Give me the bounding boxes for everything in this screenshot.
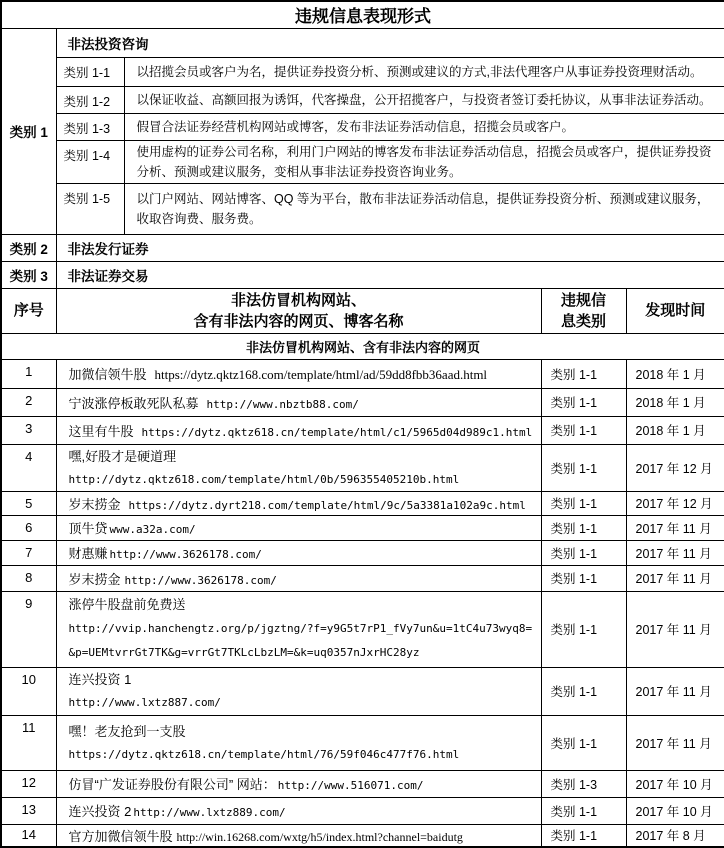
table-row <box>1 565 724 591</box>
row-number: 6 <box>1 515 56 540</box>
table-row <box>1 540 724 565</box>
table-row <box>1 591 724 667</box>
row-number: 14 <box>1 824 56 847</box>
found-date: 2018 年 1 月 <box>626 359 724 388</box>
category-description: 使用虚构的证券公司名称，利用门户网站的博客发布非法证券活动信息，招揽会员或客户，提供证券投资分析、预测或建议服务，变相从事非法证券投资咨询业务。 <box>124 140 724 183</box>
row-number: 12 <box>1 770 56 797</box>
header-no: 序号 <box>1 288 56 333</box>
violation-category: 类别 1-1 <box>541 491 626 515</box>
header-category-line1: 违规信 <box>560 291 606 309</box>
site-cell <box>56 797 541 824</box>
violation-category: 类别 1-1 <box>541 416 626 444</box>
site-name: 仿冒“广发证券股份有限公司” 网站： <box>68 777 276 792</box>
site-url: http://www.lxtz887.com/ <box>68 696 221 709</box>
header-site-name-line2: 含有非法内容的网页、博客名称 <box>193 312 404 330</box>
category-code: 类别 1-5 <box>56 183 124 234</box>
header-site-name <box>56 288 541 333</box>
category-code: 类别 1-2 <box>56 86 124 113</box>
row-number: 13 <box>1 797 56 824</box>
site-name: 嘿,好股才是硬道理 <box>68 448 177 464</box>
site-url: https://dytz.qktz618.cn/template/html/76/59f046c477f76.html <box>68 747 460 761</box>
table-row <box>1 388 724 416</box>
site-url: http://www.3626178.com/ <box>124 573 277 587</box>
category3-label: 类别 3 <box>1 261 56 288</box>
site-name: 加微信领牛股 <box>68 367 147 382</box>
site-url: https://dytz.qktz618.cn/template/html/c1/5965d04d989c1.html <box>141 425 533 439</box>
site-url: www.a32a.com/ <box>109 523 196 536</box>
row-number: 7 <box>1 540 56 565</box>
header-found-date: 发现时间 <box>626 288 724 333</box>
site-url: https://dytz.qktz168.com/template/html/ad/59dd8fbb36aad.html <box>154 367 488 382</box>
row-number: 3 <box>1 416 56 444</box>
section-title: 非法仿冒机构网站、含有非法内容的网页 <box>1 333 724 359</box>
site-cell <box>56 824 541 847</box>
site-url: http://www.lxtz889.com/ <box>133 806 286 819</box>
row-number: 9 <box>1 591 56 667</box>
category-description: 以招揽会员或客户为名，提供证券投资分析、预测或建议的方式,非法代理客户从事证券投资理财活动。 <box>124 57 724 86</box>
row-number: 5 <box>1 491 56 515</box>
header-category <box>541 288 626 333</box>
site-name: 岁末捞金 <box>68 496 121 512</box>
row-number: 2 <box>1 388 56 416</box>
site-name: 连兴投资 2 <box>68 804 132 819</box>
violation-category: 类别 1-1 <box>541 540 626 565</box>
site-name: 岁末捞金 <box>68 571 121 587</box>
category1-item-row <box>1 140 724 183</box>
site-url: http://www.nbztb88.com/ <box>206 397 359 411</box>
site-name: 涨停牛股盘前免费送 <box>68 597 186 612</box>
site-cell <box>56 667 541 715</box>
site-cell <box>56 770 541 797</box>
page-title: 违规信息表现形式 <box>1 1 724 28</box>
category-description: 以门户网站、网站博客、QQ 等为平台，散布非法证券活动信息，提供证券投资分析、预测或建议服务，收取咨询费、服务费。 <box>124 183 724 234</box>
site-url: http://www.516071.com/ <box>277 779 424 792</box>
table-row <box>1 824 724 847</box>
site-name: 财惠赚 <box>68 546 108 561</box>
violation-category: 类别 1-1 <box>541 591 626 667</box>
row-number: 1 <box>1 359 56 388</box>
site-cell <box>56 359 541 388</box>
site-cell <box>56 491 541 515</box>
site-url: http://dytz.qktz618.com/template/html/0b/596355405210b.html <box>68 472 460 486</box>
category2-title: 非法发行证券 <box>56 234 724 261</box>
violation-category: 类别 1-1 <box>541 565 626 591</box>
site-cell <box>56 540 541 565</box>
table-row <box>1 770 724 797</box>
category-code: 类别 1-3 <box>56 113 124 140</box>
site-cell <box>56 388 541 416</box>
row-number: 10 <box>1 667 56 715</box>
found-date: 2017 年 11 月 <box>626 515 724 540</box>
table-row <box>1 416 724 444</box>
category3-row <box>1 261 724 288</box>
site-cell <box>56 715 541 770</box>
violation-category: 类别 1-1 <box>541 824 626 847</box>
category1-title: 非法投资咨询 <box>56 28 724 57</box>
title-row <box>1 1 724 28</box>
site-url: https://dytz.dyrt218.com/template/html/9c/5a3381a102a9c.html <box>128 498 526 512</box>
site-url: http://vvip.hanchengtz.org/p/jgztng/?f=y9G5t7rP1_fVy7un&u=1tC4u73wyq8=&p=UEMtvrrGt7TK&g=vrrGt7TKLcLbzLM=&k=uq0357nJxrHC28yz <box>68 622 533 659</box>
category-code: 类别 1-1 <box>56 57 124 86</box>
category1-label: 类别 1 <box>1 28 56 234</box>
found-date: 2017 年 8 月 <box>626 824 724 847</box>
row-number: 8 <box>1 565 56 591</box>
found-date: 2017 年 11 月 <box>626 565 724 591</box>
site-url: http://www.3626178.com/ <box>109 548 262 561</box>
violation-category: 类别 1-1 <box>541 388 626 416</box>
found-date: 2017 年 11 月 <box>626 715 724 770</box>
site-name: 官方加微信领牛股 <box>68 828 173 844</box>
category-description: 以保证收益、高额回报为诱饵，代客操盘，公开招揽客户，与投资者签订委托协议，从事非法证券活动。 <box>124 86 724 113</box>
site-name: 嘿！老友抢到一支股 <box>68 723 186 739</box>
found-date: 2018 年 1 月 <box>626 416 724 444</box>
site-cell <box>56 591 541 667</box>
found-date: 2017 年 10 月 <box>626 770 724 797</box>
row-number: 4 <box>1 444 56 491</box>
violation-category: 类别 1-1 <box>541 715 626 770</box>
violation-category: 类别 1-1 <box>541 359 626 388</box>
found-date: 2017 年 12 月 <box>626 491 724 515</box>
violation-category: 类别 1-1 <box>541 515 626 540</box>
found-date: 2017 年 12 月 <box>626 444 724 491</box>
header-category-line2: 息类别 <box>560 312 606 330</box>
site-name: 这里有牛股 <box>68 423 134 439</box>
violation-category: 类别 1-3 <box>541 770 626 797</box>
table-row <box>1 444 724 491</box>
category2-label: 类别 2 <box>1 234 56 261</box>
site-name: 连兴投资 1 <box>68 672 132 687</box>
table-row <box>1 359 724 388</box>
site-url: http://win.16268.com/wxtg/h5/index.html?channel=baidutg <box>176 829 463 844</box>
category1-item-row <box>1 183 724 234</box>
site-name: 宁波涨停板敢死队私募 <box>68 395 199 411</box>
table-row <box>1 797 724 824</box>
site-cell <box>56 444 541 491</box>
found-date: 2017 年 11 月 <box>626 667 724 715</box>
category3-title: 非法证券交易 <box>56 261 724 288</box>
header-site-name-line1: 非法仿冒机构网站、 <box>230 291 366 309</box>
site-name: 顶牛贷 <box>68 521 108 536</box>
found-date: 2017 年 11 月 <box>626 540 724 565</box>
site-cell <box>56 416 541 444</box>
category2-row <box>1 234 724 261</box>
category-code: 类别 1-4 <box>56 140 124 183</box>
table-row <box>1 667 724 715</box>
category1-item-row <box>1 86 724 113</box>
section-banner-row <box>1 333 724 359</box>
table-row <box>1 515 724 540</box>
list-header-row <box>1 288 724 333</box>
found-date: 2017 年 11 月 <box>626 591 724 667</box>
category-description: 假冒合法证券经营机构网站或博客，发布非法证券活动信息，招揽会员或客户。 <box>124 113 724 140</box>
category1-header-row <box>1 28 724 57</box>
category1-item-row <box>1 57 724 86</box>
violation-category: 类别 1-1 <box>541 444 626 491</box>
row-number: 11 <box>1 715 56 770</box>
site-cell <box>56 565 541 591</box>
violation-category: 类别 1-1 <box>541 667 626 715</box>
violation-category: 类别 1-1 <box>541 797 626 824</box>
found-date: 2017 年 10 月 <box>626 797 724 824</box>
site-cell <box>56 515 541 540</box>
found-date: 2018 年 1 月 <box>626 388 724 416</box>
category1-item-row <box>1 113 724 140</box>
table-row <box>1 491 724 515</box>
table-row <box>1 715 724 770</box>
